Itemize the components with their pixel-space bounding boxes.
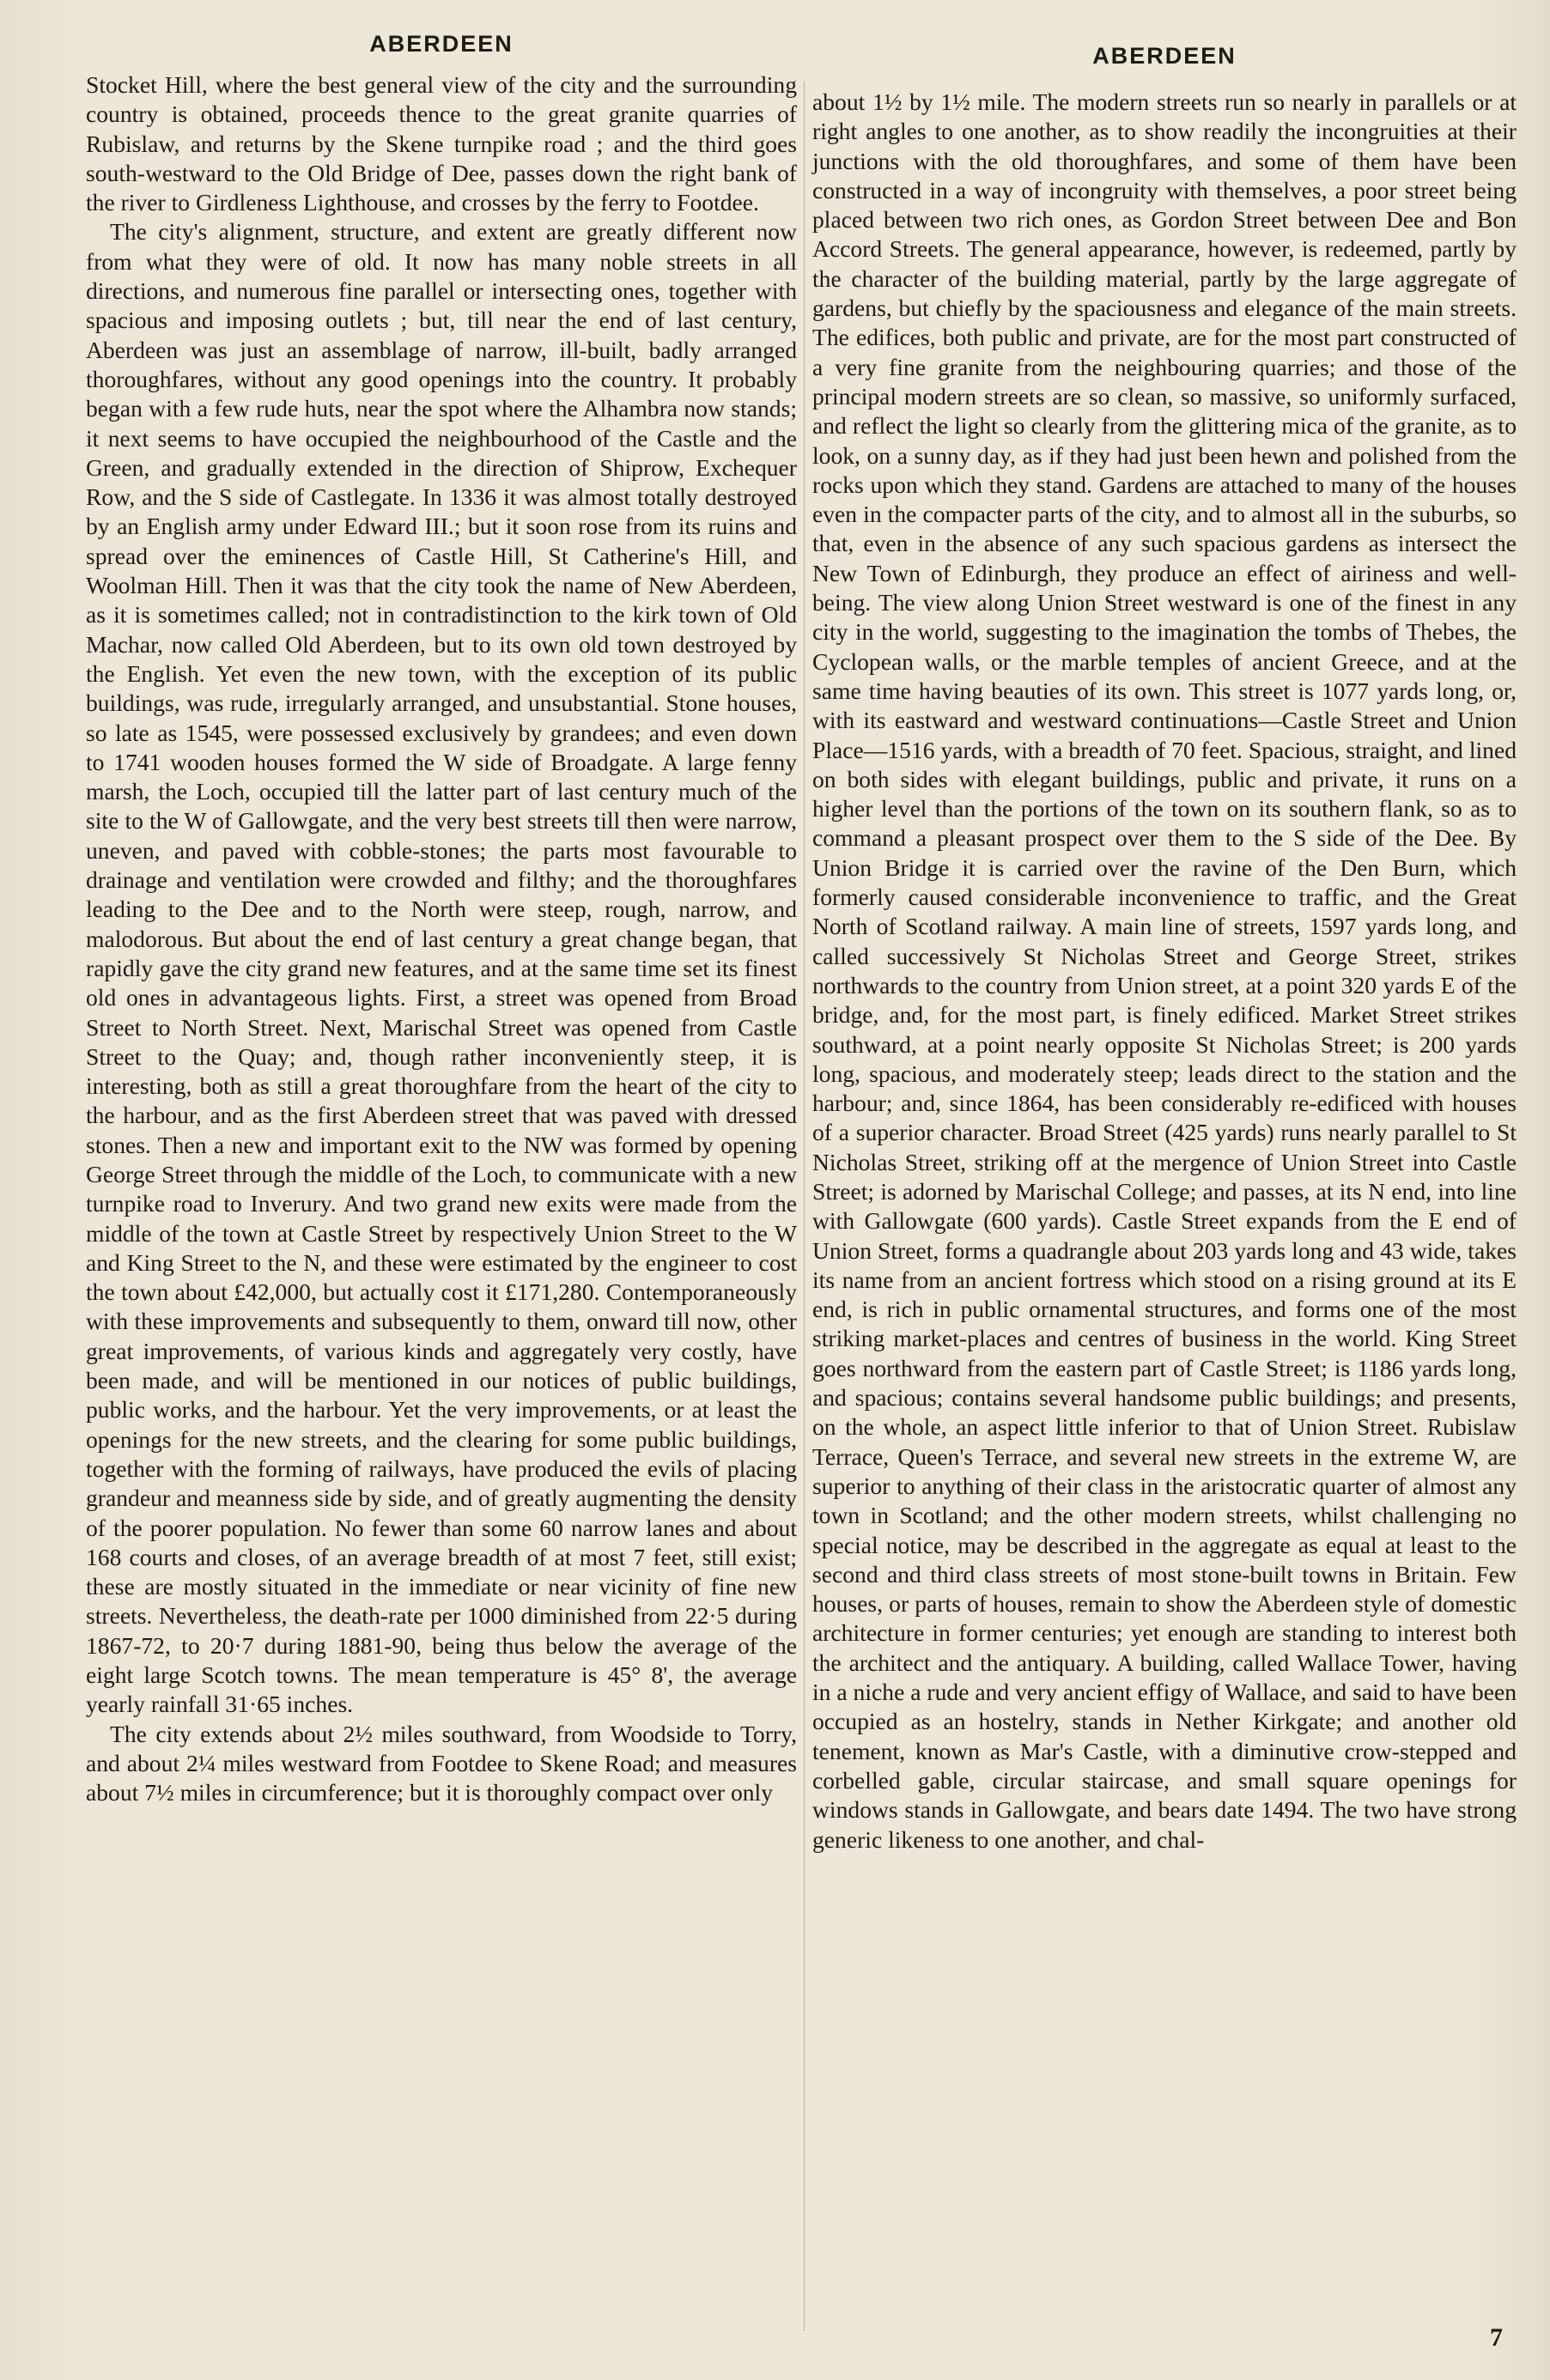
left-paragraph-3: The city extends about 2½ miles southward, from Woodside to Torry, and about 2¼ miles westward from Footdee to Skene Road; and measures about 7½ miles in circumference; but it is thoroughly compact over only (86, 1720, 797, 1806)
column-divider (804, 82, 805, 2331)
running-header-left: ABERDEEN (369, 31, 514, 57)
left-paragraph-2: The city's alignment, structure, and extent are greatly different now from what they were of old. It now has many noble streets in all directions, and numerous fine parallel or intersecting ones, together with spacious and imposing outlets ; but, till near the end of last century, Aberdeen was just an assemblage of narrow, ill-built, badly arranged thoroughfares, without any good openings into the country. It probably began with a few rude huts, near the spot where the Alhambra now stands; it next seems to have occupied the neighbourhood of the Castle and the Green, and gradually extended in the direction of Shiprow, Exchequer Row, and the S side of Castlegate. In 1336 it was almost totally destroyed by an English army under Edward III.; but it soon rose from its ruins and spread over the eminences of Castle Hill, St Catherine's Hill, and Woolman Hill. Then it was that the city took the name of New Aberdeen, as it is sometimes called; not in contradistinction to the kirk town of Old Machar, now called Old Aberdeen, but to its own old town destroyed by the English. Yet even the new town, with the exception of its public buildings, was rude, irregularly arranged, and unsubstantial. Stone houses, so late as 1545, were possessed exclusively by grandees; and even down to 1741 wooden houses formed the W side of Broadgate. A large fenny marsh, the Loch, occupied till the latter part of last century much of the site to the W of Gallowgate, and the very best streets till then were narrow, uneven, and paved with cobble-stones; the parts most favourable to drainage and ventilation were crowded and filthy; and the thoroughfares leading to the Dee and to the North were steep, rough, narrow, and malodorous. But about the end of last century a great change began, that rapidly gave the city grand new features, and at the same time set its finest old ones in advantageous lights. First, a street was opened from Broad Street to North Street. Next, Marischal Street was opened from Castle Street to the Quay; and, though rather inconveniently steep, it is interesting, both as still a great thoroughfare from the heart of the city to the harbour, and as the first Aberdeen street that was paved with dressed stones. Then a new and important exit to the NW was formed by opening George Street through the middle of the Loch, to communicate with a new turnpike road to Inverury. And two grand new exits were made from the middle of the town at Castle Street by respectively Union Street to the W and King Street to the N, and these were estimated by the engineer to cost the town about £42,000, but actually cost it £171,280. Contemporaneously with these improvements and subsequently to them, onward till now, other great improvements, of various kinds and aggregately very costly, have been made, and will be mentioned in our notices of public buildings, public works, and the harbour. Yet the very improvements, or at least the openings for the new streets, and the clearing for some public buildings, together with the forming of railways, have produced the evils of placing grandeur and meanness side by side, and of greatly augmenting the density of the poorer population. No fewer than some 60 narrow lanes and about 168 courts and closes, of an average breadth of at most 7 feet, still exist; these are mostly situated in the immediate or near vicinity of fine new streets. Nevertheless, the death-rate per 1000 diminished from 22·5 during 1867-72, to 20·7 during 1881-90, being thus below the average of the eight large Scotch towns. The mean temperature is 45° 8', the average yearly rainfall 31·65 inches. (86, 218, 797, 1718)
left-paragraph-1: Stocket Hill, where the best general view of the city and the surrounding country is obtained, proceeds thence to the great granite quarries of Rubislaw, and returns by the Skene turnpike road ; and the third goes south-westward to the Old Bridge of Dee, passes down the right bank of the river to Girdleness Lighthouse, and crosses by the ferry to Footdee. (86, 71, 797, 216)
right-paragraph-1: about 1½ by 1½ mile. The modern streets run so nearly in parallels or at right angles to one another, as to show readily the incongruities at their junctions with the old thoroughfares, and some of them have been constructed in a way of incongruity with themselves, a poor street being placed between two rich ones, as Gordon Street between Dee and Bon Accord Streets. The general appearance, however, is redeemed, partly by the character of the building material, partly by the large aggregate of gardens, but chiefly by the spaciousness and elegance of the main streets. The edifices, both public and private, are for the most part constructed of a very fine granite from the neighbouring quarries; and those of the principal modern streets are so clean, so massive, so uniformly surfaced, and reflect the light so clearly from the glittering mica of the granite, as to look, on a sunny day, as if they had just been hewn and polished from the rocks upon which they stand. Gardens are attached to many of the houses even in the compacter parts of the city, and to almost all in the suburbs, so that, even in the absence of any such spacious gardens as intersect the New Town of Edinburgh, they produce an effect of airiness and well-being. The view along Union Street westward is one of the finest in any city in the world, suggesting to the imagination the tombs of Thebes, the Cyclopean walls, or the marble temples of ancient Greece, and at the same time having beauties of its own. This street is 1077 yards long, or, with its eastward and westward continuations—Castle Street and Union Place—1516 yards, with a breadth of 70 feet. Spacious, straight, and lined on both sides with elegant buildings, public and private, it runs on a higher level than the portions of the town on its southern flank, so as to command a pleasant prospect over them to the S side of the Dee. By Union Bridge it is carried over the ravine of the Den Burn, which formerly caused considerable inconvenience to traffic, and the Great North of Scotland railway. A main line of streets, 1597 yards long, and called successively St Nicholas Street and George Street, strikes northwards to the country from Union street, at a point 320 yards E of the bridge, and, for the most part, is finely edificed. Market Street strikes southward, at a point nearly opposite St Nicholas Street; is 200 yards long, spacious, and moderately steep; leads direct to the station and the harbour; and, since 1864, has been considerably re-edificed with houses of a superior character. Broad Street (425 yards) runs nearly parallel to St Nicholas Street, striking off at the mergence of Union Street into Castle Street; is adorned by Marischal College; and passes, at its N end, into line with Gallowgate (600 yards). Castle Street expands from the E end of Union Street, forms a quadrangle about 203 yards long and 43 wide, takes its name from an ancient fortress which stood on a rising ground at its E end, is rich in public ornamental structures, and forms one of the most striking market-places and centres of business in the world. King Street goes northward from the eastern part of Castle Street; is 1186 yards long, and spacious; contains several handsome public buildings; and presents, on the whole, an aspect little inferior to that of Union Street. Rubislaw Terrace, Queen's Terrace, and several new streets in the extreme W, are superior to anything of their class in the aristocratic quarter of almost any town in Scotland; and the other modern streets, whilst challenging no special notice, may be described in the aggregate as equal at least to the second and third class streets of most stone-built towns in Britain. Few houses, or parts of houses, remain to show the Aberdeen style of domestic architecture in former centuries; yet enough are standing to interest both the architect and the antiquary. A building, called Wallace Tower, having in a niche a rude and very ancient effigy of Wallace, and said to have been occupied as an hostelry, stands in Nether Kirkgate; and another old tenement, known as Mar's Castle, with a diminutive crow-stepped and corbelled gable, circular staircase, and small square openings for windows stands in Gallowgate, and bears date 1494. The two have strong generic likeness to one another, and chal- (812, 88, 1517, 1853)
page-number: 7 (1490, 2323, 1503, 2352)
left-column (86, 70, 797, 1808)
running-header-right: ABERDEEN (1092, 43, 1237, 69)
right-column (812, 88, 1517, 1855)
